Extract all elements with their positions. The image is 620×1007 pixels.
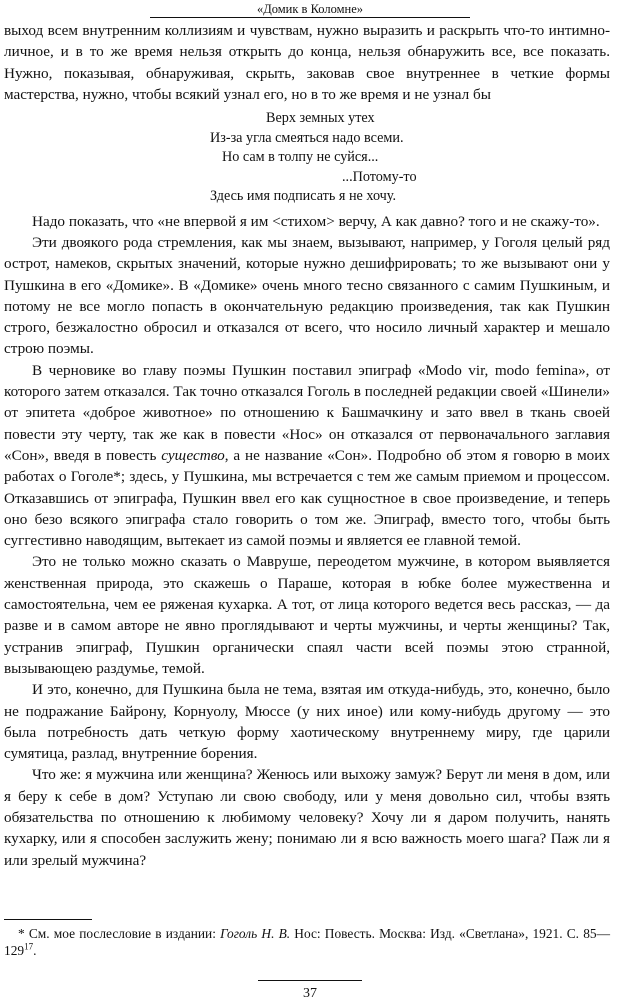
running-title: «Домик в Коломне»: [256, 2, 364, 16]
paragraph: [4, 360, 610, 552]
italic-word: существо: [161, 446, 225, 464]
paragraph-text: В черновике во главу поэмы Пушкин поставил эпиграф «Modo vir, modo femina», от которого затем отказался. Так точно отказался Гоголь в последней редакции своей «Шинели» от эпитета «доброе животное» по отношению к Башмачкину и зато ввел в ткань своей повести эту черту, так же как в повести «Нос» он отказался от первоначального заглавия «Сон», введя в повесть: [4, 361, 610, 464]
body-text: [4, 20, 610, 871]
verse-quote: [4, 109, 610, 207]
verse-line: Но сам в толпу не суйся...: [222, 149, 379, 166]
paragraph: Это не только можно сказать о Мавруше, переодетом мужчине, в котором выявляется женственная природа, это скажешь о Параше, которая в юбке более мужественна и самостоятельна, чем ее ряженая кухарка. А тот, от лица которого ведется весь рассказ, — да разве и в самом авторе не явно проглядывают и черты мужчины, и черты женщины? Так, устранив эпиграф, Пушкин органически спаял части всей поэмы этою странной, вызывающею раздумье, темой.: [4, 553, 610, 677]
verse-line: Из-за угла смеяться надо всеми.: [210, 129, 404, 146]
header-rule: [150, 17, 470, 18]
verse-line: ...Потому-то: [342, 168, 417, 185]
page-number: 37: [303, 986, 317, 1001]
verse-line: Здесь имя подписать я не хочу.: [210, 188, 397, 205]
paragraph-continuation: выход всем внутренним коллизиям и чувствам, нужно выразить и раскрыть что-то интимно-личное, и в то же время нельзя открыть до конца, нельзя обнаружить все, все показать. Нужно, показывая, обнаруживая, скрыть, заковав свое внутреннее в четкие формы мастерства, нужно, чтобы всякий узнал его, но в то же время и не узнал бы: [4, 22, 610, 103]
footnote-end: .: [33, 943, 37, 958]
paragraph-text: , а не название «Сон». Подробно об этом я говорю в моих работах о Гоголе*; здесь, у Пушкина, мы встречается с тем же самым приемом и процессом. Отказавшись от эпиграфа, Пушкин ввел его как сущностное в свое произведение, и теперь оно безо всякого эпиграфа стало говорить о том же. Эпиграф, вместо того, чтобы быть суггестивно наводящим, вытекает из самой поэмы и является ее главной темой.: [4, 446, 610, 550]
paragraph: Надо показать, что «не впервой я им <стихом> верчу, А как давно? того и не скажу-то».: [32, 212, 600, 230]
verse-line: Верх земных утех: [266, 110, 375, 127]
paragraph: Эти двоякого рода стремления, как мы знаем, вызывают, например, у Гоголя целый ряд острот, намеков, скрытых значений, которые нужно дешифрировать; то же вызывают они у Пушкина в его «Домике». В «Домике» очень много тесно связанного с самим Пушкиным, и потому не все могло попасть в окончательную редакцию произведения, так как Пушкин строго, безжалостно обросил и отказался от всего, что носило личный характер и мешало строю поэмы.: [4, 233, 610, 358]
footnote-text: Нос: Повесть. Москва: Изд. «Светлана», 1921. С. 85—129: [4, 926, 610, 958]
paragraph: Что же: я мужчина или женщина? Женюсь или выхожу замуж? Берут ли меня в дом, или я беру к себе в дом? Уступаю ли свою свободу, или у меня довольно сил, чтобы взять обязательства по отношению к любимому человеку? Хочу ли я даром получить, нанять кухарку, или я способен заслужить жену; понимаю ли я всю важность моего шага? Паж ли я или зрелый мужчина?: [4, 766, 610, 869]
footnote-author: Гоголь Н. В.: [220, 926, 291, 941]
footnote-rule: [4, 919, 92, 920]
paragraph: И это, конечно, для Пушкина была не тема, взятая им откуда-нибудь, это, конечно, было не подражание Байрону, Корнуолу, Мюссе (у них иное) или кому-нибудь другому — это была потребность дать четкую форму хаотическому внутреннему миру, где царили сумятица, разлад, внутренние борения.: [4, 681, 610, 763]
footnote-ref-number: 17: [24, 941, 34, 952]
page-number-rule: [258, 980, 362, 981]
footnote: [4, 925, 610, 959]
footnote-lead: * См. мое послесловие в издании:: [18, 926, 221, 941]
